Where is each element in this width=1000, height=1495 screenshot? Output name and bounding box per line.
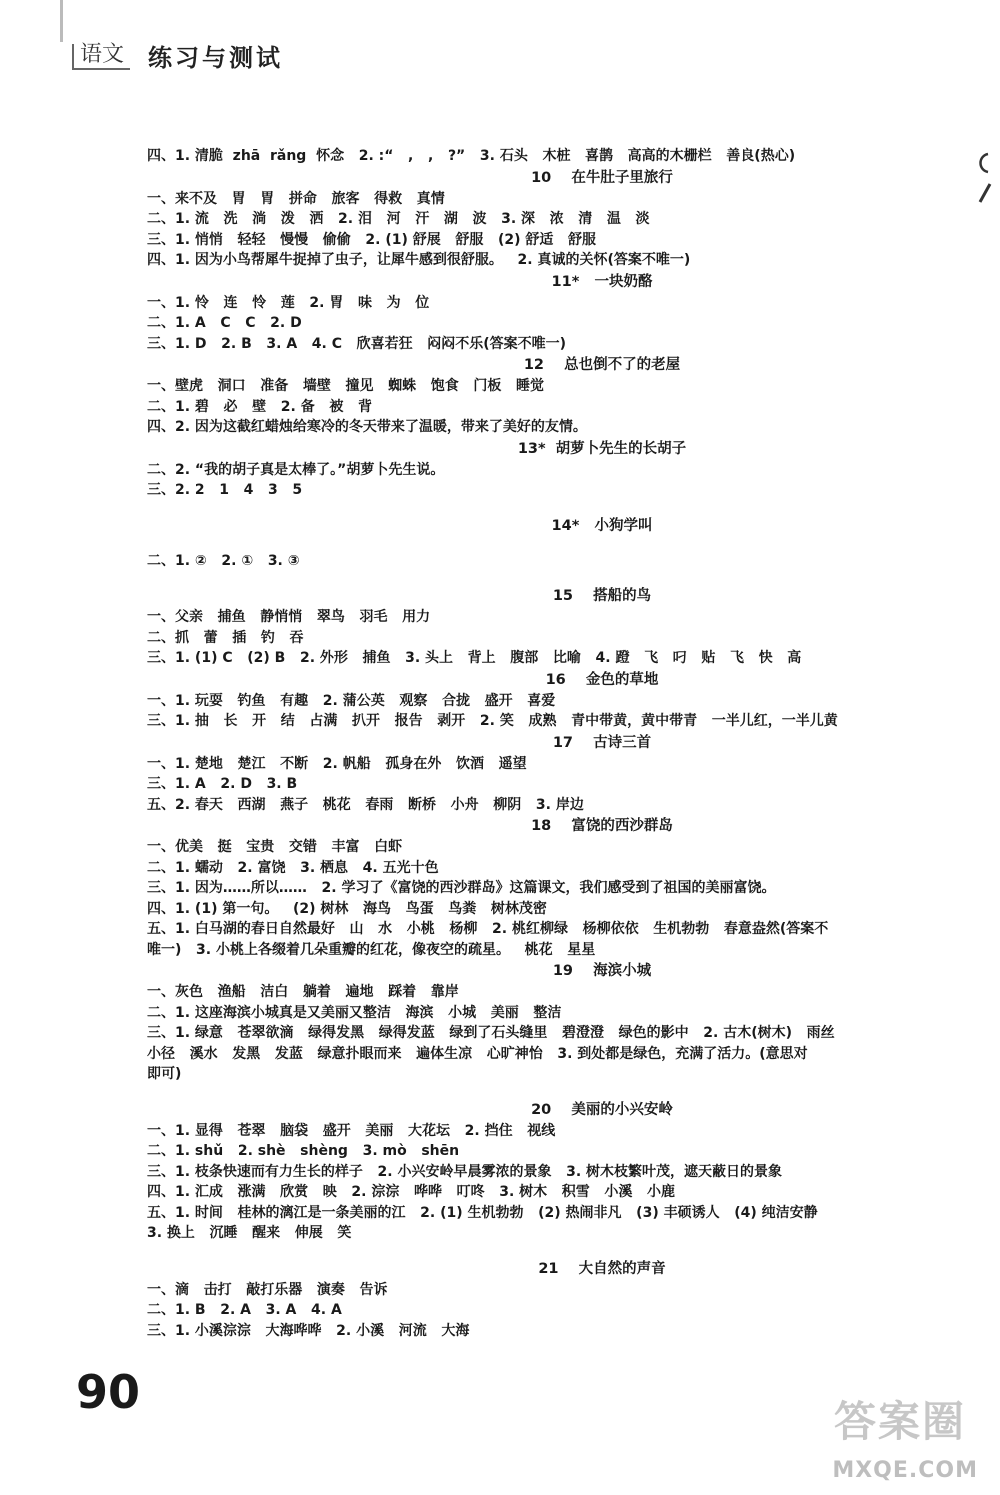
answer-line: 五、1. 时间 桂林的漓江是一条美丽的江 2. (1) 生机勃勃 (2) 热闹非凡 (3) 丰硕诱人 (4) 纯洁安静 bbox=[147, 1204, 818, 1221]
lesson-heading: 21 大自然的声音 bbox=[538, 1260, 666, 1277]
answer-line: 三、1. A 2. D 3. B bbox=[147, 776, 298, 792]
lesson-heading: 17 古诗三首 bbox=[552, 734, 652, 751]
answer-line: 二、1. 碧 必 壁 2. 备 被 背 bbox=[147, 398, 372, 415]
answer-line: 二、1. B 2. A 3. A 4. A bbox=[147, 1302, 342, 1318]
lesson-heading: 19 海滨小城 bbox=[552, 963, 652, 979]
top-border-mark bbox=[60, 0, 63, 42]
answer-line: 一、来不及 胃 胃 拼命 旅客 得救 真情 bbox=[147, 190, 445, 207]
page-number: 90 bbox=[76, 1365, 141, 1419]
lesson-heading: 16 金色的草地 bbox=[545, 671, 659, 688]
answer-line: 一、壁虎 洞口 准备 墙壁 撞见 蜘蛛 饱食 门板 睡觉 bbox=[147, 378, 544, 394]
answer-line: 3. 换上 沉睡 醒来 伸展 笑 bbox=[147, 1225, 352, 1241]
spacer bbox=[147, 1085, 927, 1099]
answer-line: 一、优美 挺 宝贵 交错 丰富 白虾 bbox=[147, 839, 403, 855]
answer-line: 二、1. 这座海滨小城真是又美丽又整洁 海滨 小城 美丽 整洁 bbox=[147, 1004, 562, 1021]
lesson-heading: 11* 一块奶酪 bbox=[551, 273, 653, 290]
answer-line: 五、2. 春天 西湖 燕子 桃花 春雨 断桥 小舟 柳阴 3. 岸边 bbox=[147, 796, 584, 813]
answer-line: 三、1. 枝条快速而有力生长的样子 2. 小兴安岭早晨雾浓的景象 3. 树木枝繁叶茂，遮天蔽日的景象 bbox=[147, 1163, 783, 1180]
answer-line: 三、2. 2 1 4 3 5 bbox=[147, 482, 303, 498]
answer-line: 一、1. 楚地 楚江 不断 2. 帆船 孤身在外 饮酒 遥望 bbox=[147, 755, 527, 772]
spacer bbox=[147, 571, 927, 585]
lesson-heading: 14* 小狗学叫 bbox=[551, 517, 653, 534]
spacer bbox=[147, 1244, 927, 1258]
lesson-heading: 15 搭船的鸟 bbox=[552, 588, 652, 604]
subject-label: 语文 bbox=[72, 44, 130, 70]
answer-line: 二、抓 蕾 插 钓 吞 bbox=[147, 629, 304, 646]
answer-line: 一、1. 怜 连 怜 莲 2. 胃 味 为 位 bbox=[147, 294, 430, 311]
answer-line: 三、1. 因为……所以…… 2. 学习了《富饶的西沙群岛》这篇课文，我们感受到了祖国的美丽富饶。 bbox=[147, 880, 776, 896]
answer-line: 一、父亲 捕鱼 静悄悄 翠鸟 羽毛 用力 bbox=[147, 609, 431, 625]
answer-line: 二、1. 流 洗 淌 泼 洒 2. 泪 河 汗 湖 波 3. 深 浓 清 温 淡 bbox=[147, 211, 650, 227]
lesson-heading: 10 在牛肚子里旅行 bbox=[531, 169, 673, 186]
lesson-heading: 13* 胡萝卜先生的长胡子 bbox=[517, 440, 687, 457]
answer-line: 四、1. 清脆 zhā rǎng 怀念 2. :“ , , ?” 3. 石头 木桩 喜鹊 高高的木栅栏 善良(热心) bbox=[147, 148, 796, 164]
answer-line: 四、1. (1) 第一句。 (2) 树林 海鸟 鸟蛋 鸟粪 树林茂密 bbox=[147, 900, 547, 917]
watermark-url: MXQE.COM bbox=[832, 1458, 978, 1483]
answer-line: 二、1. 蠕动 2. 富饶 3. 栖息 4. 五光十色 bbox=[147, 859, 439, 876]
lesson-heading: 20 美丽的小兴安岭 bbox=[531, 1101, 673, 1118]
answer-content bbox=[147, 146, 927, 1341]
answer-line: 四、2. 因为这截红蜡烛给寒冷的冬天带来了温暖，带来了美好的友情。 bbox=[147, 419, 587, 435]
lesson-heading: 18 富饶的西沙群岛 bbox=[531, 818, 673, 834]
answer-line: 二、1. ② 2. ① 3. ③ bbox=[147, 552, 300, 569]
answer-line: 四、1. 因为小鸟帮犀牛捉掉了虫子，让犀牛感到很舒服。 2. 真诚的关怀(答案不唯一) bbox=[147, 252, 691, 268]
page-header bbox=[72, 44, 283, 70]
answer-line: 二、1. shǔ 2. shè shèng 3. mò shēn bbox=[147, 1143, 460, 1159]
spacer bbox=[147, 501, 927, 515]
spacer bbox=[147, 537, 927, 551]
edge-mark-icon bbox=[972, 150, 994, 210]
answer-line: 小径 溪水 发黑 发蓝 绿意扑眼而来 遍体生凉 心旷神怡 3. 到处都是绿色，充满了活力。(意思对 bbox=[147, 1045, 808, 1062]
answer-line: 即可) bbox=[147, 1066, 182, 1082]
answer-line: 三、1. 悄悄 轻轻 慢慢 偷偷 2. (1) 舒展 舒服 (2) 舒适 舒服 bbox=[147, 231, 597, 248]
book-title: 练习与测试 bbox=[148, 44, 284, 72]
answer-line: 三、1. 小溪淙淙 大海哗哗 2. 小溪 河流 大海 bbox=[147, 1322, 470, 1339]
answer-line: 三、1. D 2. B 3. A 4. C 欣喜若狂 闷闷不乐(答案不唯一) bbox=[147, 335, 567, 352]
answer-line: 二、1. A C C 2. D bbox=[147, 315, 302, 331]
answer-line: 唯一) 3. 小桃上各缀着几朵重瓣的红花，像夜空的疏星。 桃花 星星 bbox=[147, 941, 596, 958]
answer-line: 一、1. 显得 苍翠 脑袋 盛开 美丽 大花坛 2. 挡住 视线 bbox=[147, 1122, 556, 1139]
answer-line: 一、滴 击打 敲打乐器 演奏 告诉 bbox=[147, 1281, 388, 1298]
lesson-heading: 12 总也倒不了的老屋 bbox=[523, 357, 681, 373]
answer-line: 一、灰色 渔船 洁白 躺着 遍地 踩着 靠岸 bbox=[147, 984, 459, 1000]
answer-line: 一、1. 玩耍 钓鱼 有趣 2. 蒲公英 观察 合拢 盛开 喜爱 bbox=[147, 692, 556, 709]
answer-line: 三、1. (1) C (2) B 2. 外形 捕鱼 3. 头上 背上 腹部 比喻 4. 蹬 飞 叼 贴 飞 快 高 bbox=[147, 650, 802, 666]
watermark-cn: 答案圈 bbox=[833, 1397, 966, 1446]
answer-line: 二、2. “我的胡子真是太棒了。”胡萝卜先生说。 bbox=[147, 461, 445, 478]
answer-line: 三、1. 绿意 苍翠欲滴 绿得发黑 绿得发蓝 绿到了石头缝里 碧澄澄 绿色的影中 2. 古木(树木) 雨丝 bbox=[147, 1025, 835, 1041]
answer-line: 四、1. 汇成 涨满 欣赏 映 2. 淙淙 哗哗 叮咚 3. 树木 积雪 小溪 小鹿 bbox=[147, 1184, 676, 1200]
answer-line: 五、1. 白马湖的春日自然最好 山 水 小桃 杨柳 2. 桃红柳绿 杨柳依依 生机勃勃 春意盎然(答案不 bbox=[147, 921, 829, 937]
watermark-logo bbox=[808, 1383, 978, 1483]
answer-line: 三、1. 抽 长 开 结 占满 扒开 报告 剥开 2. 笑 成熟 青中带黄，黄中带青 一半儿红，一半儿黄 bbox=[147, 713, 838, 729]
